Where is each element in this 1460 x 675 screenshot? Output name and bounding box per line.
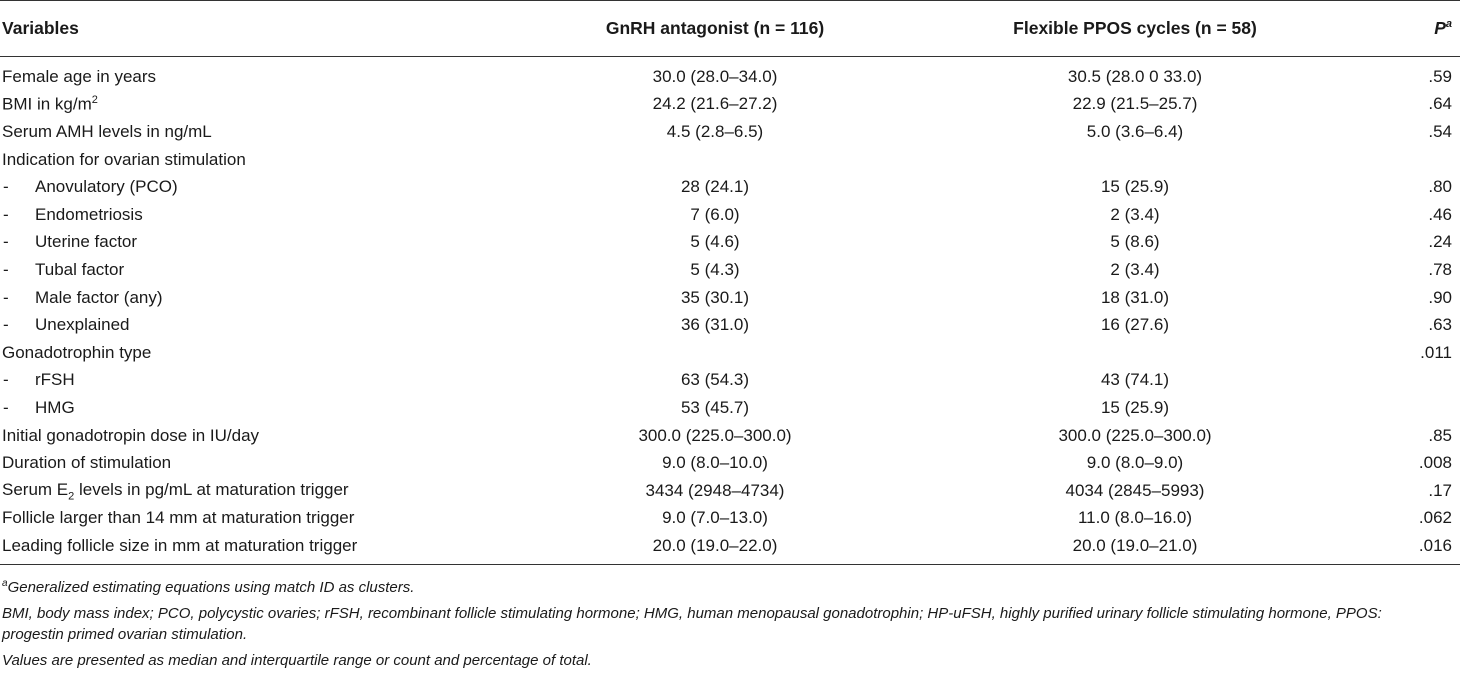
cell-variable: [0, 173, 520, 201]
cell-gnrh-antagonist: 30.0 (28.0–34.0): [652, 66, 778, 86]
variable-label: Uterine factor: [35, 232, 138, 252]
cell-variable: [0, 229, 520, 257]
cell-flexible-ppos: 43 (74.1): [1100, 370, 1170, 390]
table-row: [0, 256, 1460, 284]
cell-p-value: .062: [1418, 508, 1452, 528]
subitem-dash: -: [3, 315, 9, 335]
cell-p-value: .011: [1420, 342, 1452, 362]
cell-gnrh-antagonist: 5 (4.3): [690, 259, 740, 279]
table-row: [0, 118, 1460, 146]
cell-variable: [0, 505, 520, 533]
cell-gnrh-antagonist: 3434 (2948–4734): [645, 480, 785, 500]
cell-variable: [0, 477, 520, 505]
cell-p-value: .78: [1428, 259, 1452, 279]
cell-gnrh-antagonist: 63 (54.3): [680, 370, 750, 390]
cell-flexible-ppos: 16 (27.6): [1100, 315, 1170, 335]
label-subscript: 2: [68, 489, 75, 502]
cell-flexible-ppos: 15 (25.9): [1100, 397, 1170, 417]
variable-label: Endometriosis: [35, 204, 143, 224]
variable-label: Male factor (any): [35, 287, 163, 307]
cell-p-value: .59: [1428, 66, 1452, 86]
variable-label: Indication for ovarian stimulation: [2, 149, 246, 169]
cell-variable: [0, 91, 520, 119]
cell-gnrh-antagonist: 24.2 (21.6–27.2): [652, 94, 778, 114]
variable-label: Unexplained: [35, 315, 130, 335]
table-footnotes: [0, 565, 1442, 671]
cell-variable: [0, 422, 520, 450]
variable-label: Female age in years: [2, 66, 157, 86]
header-variables: Variables: [0, 1, 520, 57]
cell-gnrh-antagonist: 53 (45.7): [680, 397, 750, 417]
table-row: [0, 367, 1460, 395]
subitem-dash: -: [3, 204, 9, 224]
variable-label: Follicle larger than 14 mm at maturation trigger: [2, 508, 355, 528]
cell-p-value: .85: [1428, 425, 1452, 445]
cell-gnrh-antagonist: 9.0 (8.0–10.0): [662, 453, 768, 473]
cell-variable: [0, 57, 520, 91]
cell-flexible-ppos: 5 (8.6): [1110, 232, 1160, 252]
cell-variable: [0, 311, 520, 339]
cell-flexible-ppos: 2 (3.4): [1110, 204, 1160, 224]
cell-flexible-ppos: [910, 146, 1360, 174]
label-superscript: 2: [91, 94, 98, 107]
footnote-a-text: Generalized estimating equations using match ID as clusters.: [7, 578, 415, 596]
cell-p-value: .008: [1418, 453, 1452, 473]
cell-p-value: .80: [1428, 177, 1452, 197]
table-row: [0, 57, 1460, 91]
subitem-dash: -: [3, 397, 9, 417]
variable-label: Serum E: [2, 479, 69, 499]
cell-flexible-ppos: 9.0 (8.0–9.0): [1086, 453, 1184, 473]
cell-gnrh-antagonist: 5 (4.6): [690, 232, 740, 252]
cell-flexible-ppos: 4034 (2845–5993): [1065, 480, 1205, 500]
cell-gnrh-antagonist: 36 (31.0): [680, 315, 750, 335]
variable-label: rFSH: [35, 370, 75, 390]
cell-gnrh-antagonist: 28 (24.1): [680, 177, 750, 197]
cell-p-value: .63: [1428, 315, 1452, 335]
cell-gnrh-antagonist: 20.0 (19.0–22.0): [520, 532, 910, 564]
variable-label-suffix: levels in pg/mL at maturation trigger: [74, 479, 349, 499]
cell-variable: [0, 118, 520, 146]
cell-flexible-ppos: 18 (31.0): [1100, 287, 1170, 307]
cell-p-value: [1360, 146, 1460, 174]
variable-label: BMI in kg/m: [2, 94, 92, 114]
header-gnrh-antagonist: GnRH antagonist (n = 116): [520, 1, 910, 57]
cell-p-value: .54: [1428, 121, 1452, 141]
cell-flexible-ppos: 300.0 (225.0–300.0): [1058, 425, 1212, 445]
cell-flexible-ppos: 5.0 (3.6–6.4): [1086, 121, 1184, 141]
header-flexible-ppos: Flexible PPOS cycles (n = 58): [910, 1, 1360, 57]
header-row: [0, 1, 1460, 57]
table-row: [0, 477, 1460, 505]
cell-flexible-ppos: [910, 339, 1360, 367]
cell-variable: [0, 449, 520, 477]
variable-label: Anovulatory (PCO): [35, 177, 178, 197]
subitem-dash: -: [3, 232, 9, 252]
table-row: [0, 91, 1460, 119]
footnote-abbreviations: BMI, body mass index; PCO, polycystic ovaries; rFSH, recombinant follicle stimulating hormone; HMG, human menopausal gonadotrophin; HP-uFSH, highly purified urinary follicle stimulating hormone, PPOS: progestin primed ovarian stimulation.: [2, 604, 1382, 643]
cell-gnrh-antagonist: 35 (30.1): [680, 287, 750, 307]
cell-gnrh-antagonist: [520, 339, 910, 367]
cell-variable: [0, 532, 520, 564]
cell-flexible-ppos: 30.5 (28.0 0 33.0): [1067, 66, 1203, 86]
cell-variable: [0, 146, 520, 174]
cell-p-value: .64: [1428, 94, 1452, 114]
cell-variable: [0, 284, 520, 312]
table-row: [0, 532, 1460, 564]
cell-variable: [0, 256, 520, 284]
cell-flexible-ppos: 22.9 (21.5–25.7): [1072, 94, 1198, 114]
cell-p-value: [1360, 394, 1460, 422]
header-p-superscript: a: [1445, 18, 1452, 31]
header-p-label: P: [1434, 18, 1446, 38]
table-row: [0, 201, 1460, 229]
table-row: [0, 505, 1460, 533]
table-row: [0, 394, 1460, 422]
table-header: [0, 1, 1460, 57]
cell-p-value: .016: [1360, 532, 1460, 564]
cell-p-value: [1360, 367, 1460, 395]
cell-p-value: .24: [1428, 232, 1452, 252]
table-row: [0, 173, 1460, 201]
cell-variable: [0, 201, 520, 229]
table-row: [0, 449, 1460, 477]
subitem-dash: -: [3, 287, 9, 307]
variable-label: Gonadotrophin type: [2, 342, 152, 362]
cell-p-value: .90: [1428, 287, 1452, 307]
table-body: [0, 57, 1460, 565]
cell-p-value: .46: [1428, 204, 1452, 224]
cell-flexible-ppos: 11.0 (8.0–16.0): [1077, 508, 1193, 528]
cell-variable: [0, 394, 520, 422]
table-row: [0, 311, 1460, 339]
cell-gnrh-antagonist: 300.0 (225.0–300.0): [638, 425, 792, 445]
cell-gnrh-antagonist: [520, 146, 910, 174]
table-row: [0, 284, 1460, 312]
subitem-dash: -: [3, 259, 9, 279]
table-row: [0, 339, 1460, 367]
cell-p-value: .17: [1428, 480, 1452, 500]
table-row: [0, 146, 1460, 174]
variable-label: HMG: [35, 397, 75, 417]
cell-flexible-ppos: 2 (3.4): [1110, 259, 1160, 279]
variable-label: Initial gonadotropin dose in IU/day: [2, 425, 260, 445]
table-row: [0, 229, 1460, 257]
variable-label: Duration of stimulation: [2, 453, 172, 473]
variable-label: Serum AMH levels in ng/mL: [2, 121, 212, 141]
cell-gnrh-antagonist: 4.5 (2.8–6.5): [666, 121, 764, 141]
table-row: [0, 422, 1460, 450]
subitem-dash: -: [3, 370, 9, 390]
header-p-value: [1360, 1, 1460, 57]
cell-variable: [0, 367, 520, 395]
variable-label: Leading follicle size in mm at maturation trigger: [2, 535, 358, 555]
footnote-a: [2, 573, 1442, 598]
variable-label: Tubal factor: [35, 259, 125, 279]
footnote-a-marker: a: [2, 577, 8, 589]
footnote-values: Values are presented as median and interquartile range or count and percentage of total.: [2, 651, 592, 669]
cell-variable: [0, 339, 520, 367]
subitem-dash: -: [3, 177, 9, 197]
cell-gnrh-antagonist: 7 (6.0): [690, 204, 740, 224]
cell-gnrh-antagonist: 9.0 (7.0–13.0): [662, 508, 768, 528]
cell-flexible-ppos: 20.0 (19.0–21.0): [910, 532, 1360, 564]
cell-flexible-ppos: 15 (25.9): [1100, 177, 1170, 197]
